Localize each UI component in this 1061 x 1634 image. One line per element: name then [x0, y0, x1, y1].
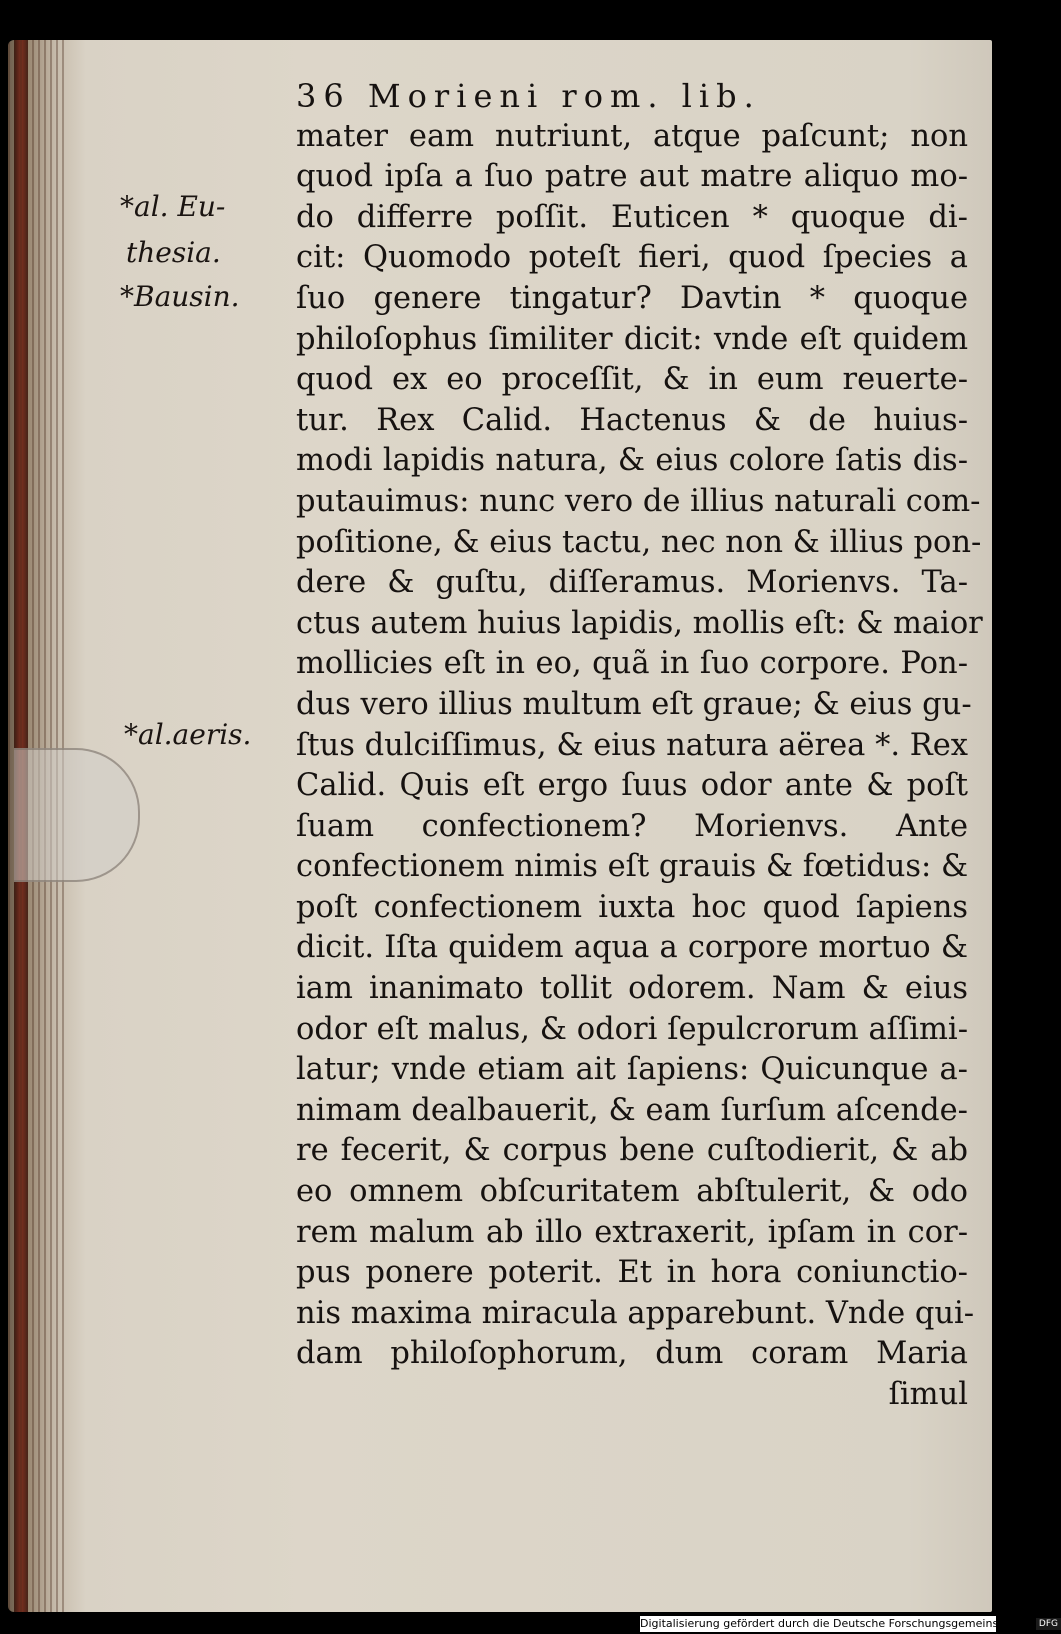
footer-text: Digitalisierung gefördert durch die Deutsche Forschungsgemeinschaft ·: [640, 1617, 1033, 1630]
text-line-26: re fecerit, & corpus bene cuſtodierit, & ab: [296, 1133, 968, 1169]
text-line-30: nis maxima miracula apparebunt. Vnde qui-: [296, 1295, 975, 1331]
text-line-6: philoſophus ſimiliter dicit: vnde eſt quidem: [296, 321, 968, 357]
dfg-footer: [640, 1616, 1059, 1632]
text-line-2: quod ipſa a ſuo patre aut matre aliquo mo-: [296, 159, 968, 195]
text-line-13: ctus autem huius lapidis, mollis eſt: & maior: [296, 605, 983, 641]
page-text: [296, 76, 983, 1416]
text-line-11: poſitione, & eius tactu, nec non & illius pon-: [296, 524, 982, 560]
text-line-16: ſtus dulciſſimus, & eius natura aërea *. Rex: [296, 727, 968, 763]
text-line-29: pus ponere poterit. Et in hora coniunctio-: [296, 1255, 968, 1291]
text-line-20: poſt confectionem iuxta hoc quod ſapiens: [296, 889, 968, 925]
text-line-28: rem malum ab illo extraxerit, ipſam in cor-: [296, 1214, 968, 1250]
text-line-10: putauimus: nunc vero de illius naturali com-: [296, 483, 981, 519]
text-line-1: mater eam nutriunt, atque paſcunt; non: [296, 118, 968, 154]
text-line-25: nimam dealbauerit, & eam ſurſum aſcende-: [296, 1092, 968, 1128]
text-line-7: quod ex eo proceſſit, & in eum reuerte-: [296, 362, 968, 398]
text-line-31: dam philoſophorum, dum coram Maria: [296, 1336, 968, 1372]
text-line-21: dicit. Iſta quidem aqua a corpore mortuo &: [296, 930, 968, 966]
text-line-22: iam inanimato tollit odorem. Nam & eius: [296, 971, 968, 1007]
margin-note-4: *al.aeris.: [124, 718, 252, 751]
margin-note-2: thesia.: [126, 236, 221, 269]
margin-note-1: *al. Eu-: [120, 190, 226, 223]
text-line-3: do differre poſſit. Euticen * quoque di-: [296, 199, 968, 235]
text-line-24: latur; vnde etiam ait ſapiens: Quicunque a-: [296, 1052, 968, 1088]
text-line-23: odor eſt malus, & odori ſepulcrorum aſſimi-: [296, 1011, 968, 1047]
running-header: 36 Morieni rom. lib.: [296, 77, 761, 115]
text-line-5: ſuo genere tingatur? Davtin * quoque: [296, 280, 968, 316]
text-line-18: ſuam confectionem? Morienvs. Ante: [296, 808, 968, 844]
dfg-logo: DFG: [1036, 1618, 1061, 1630]
text-line-8: tur. Rex Calid. Hactenus & de huius-: [296, 402, 968, 438]
text-line-19: confectionem nimis eſt grauis & fœtidus: &: [296, 849, 969, 885]
catchword: ſimul: [888, 1377, 968, 1412]
text-line-9: modi lapidis natura, & eius colore ſatis dis-: [296, 443, 968, 479]
page-clip: [14, 748, 140, 882]
margin-note-3: *Bausin.: [120, 280, 240, 313]
text-line-27: eo omnem obſcuritatem abſtulerit, & odo: [296, 1174, 968, 1210]
text-line-15: dus vero illius multum eſt graue; & eius gu-: [296, 686, 972, 722]
text-line-17: Calid. Quis eſt ergo ſuus odor ante & poſt: [296, 768, 968, 804]
text-line-14: mollicies eſt in eo, quã in ſuo corpore. Pon-: [296, 646, 968, 682]
text-line-4: cit: Quomodo poteſt fieri, quod ſpecies a: [296, 240, 968, 276]
text-line-12: dere & guſtu, diſſeramus. Morienvs. Ta-: [296, 565, 968, 601]
